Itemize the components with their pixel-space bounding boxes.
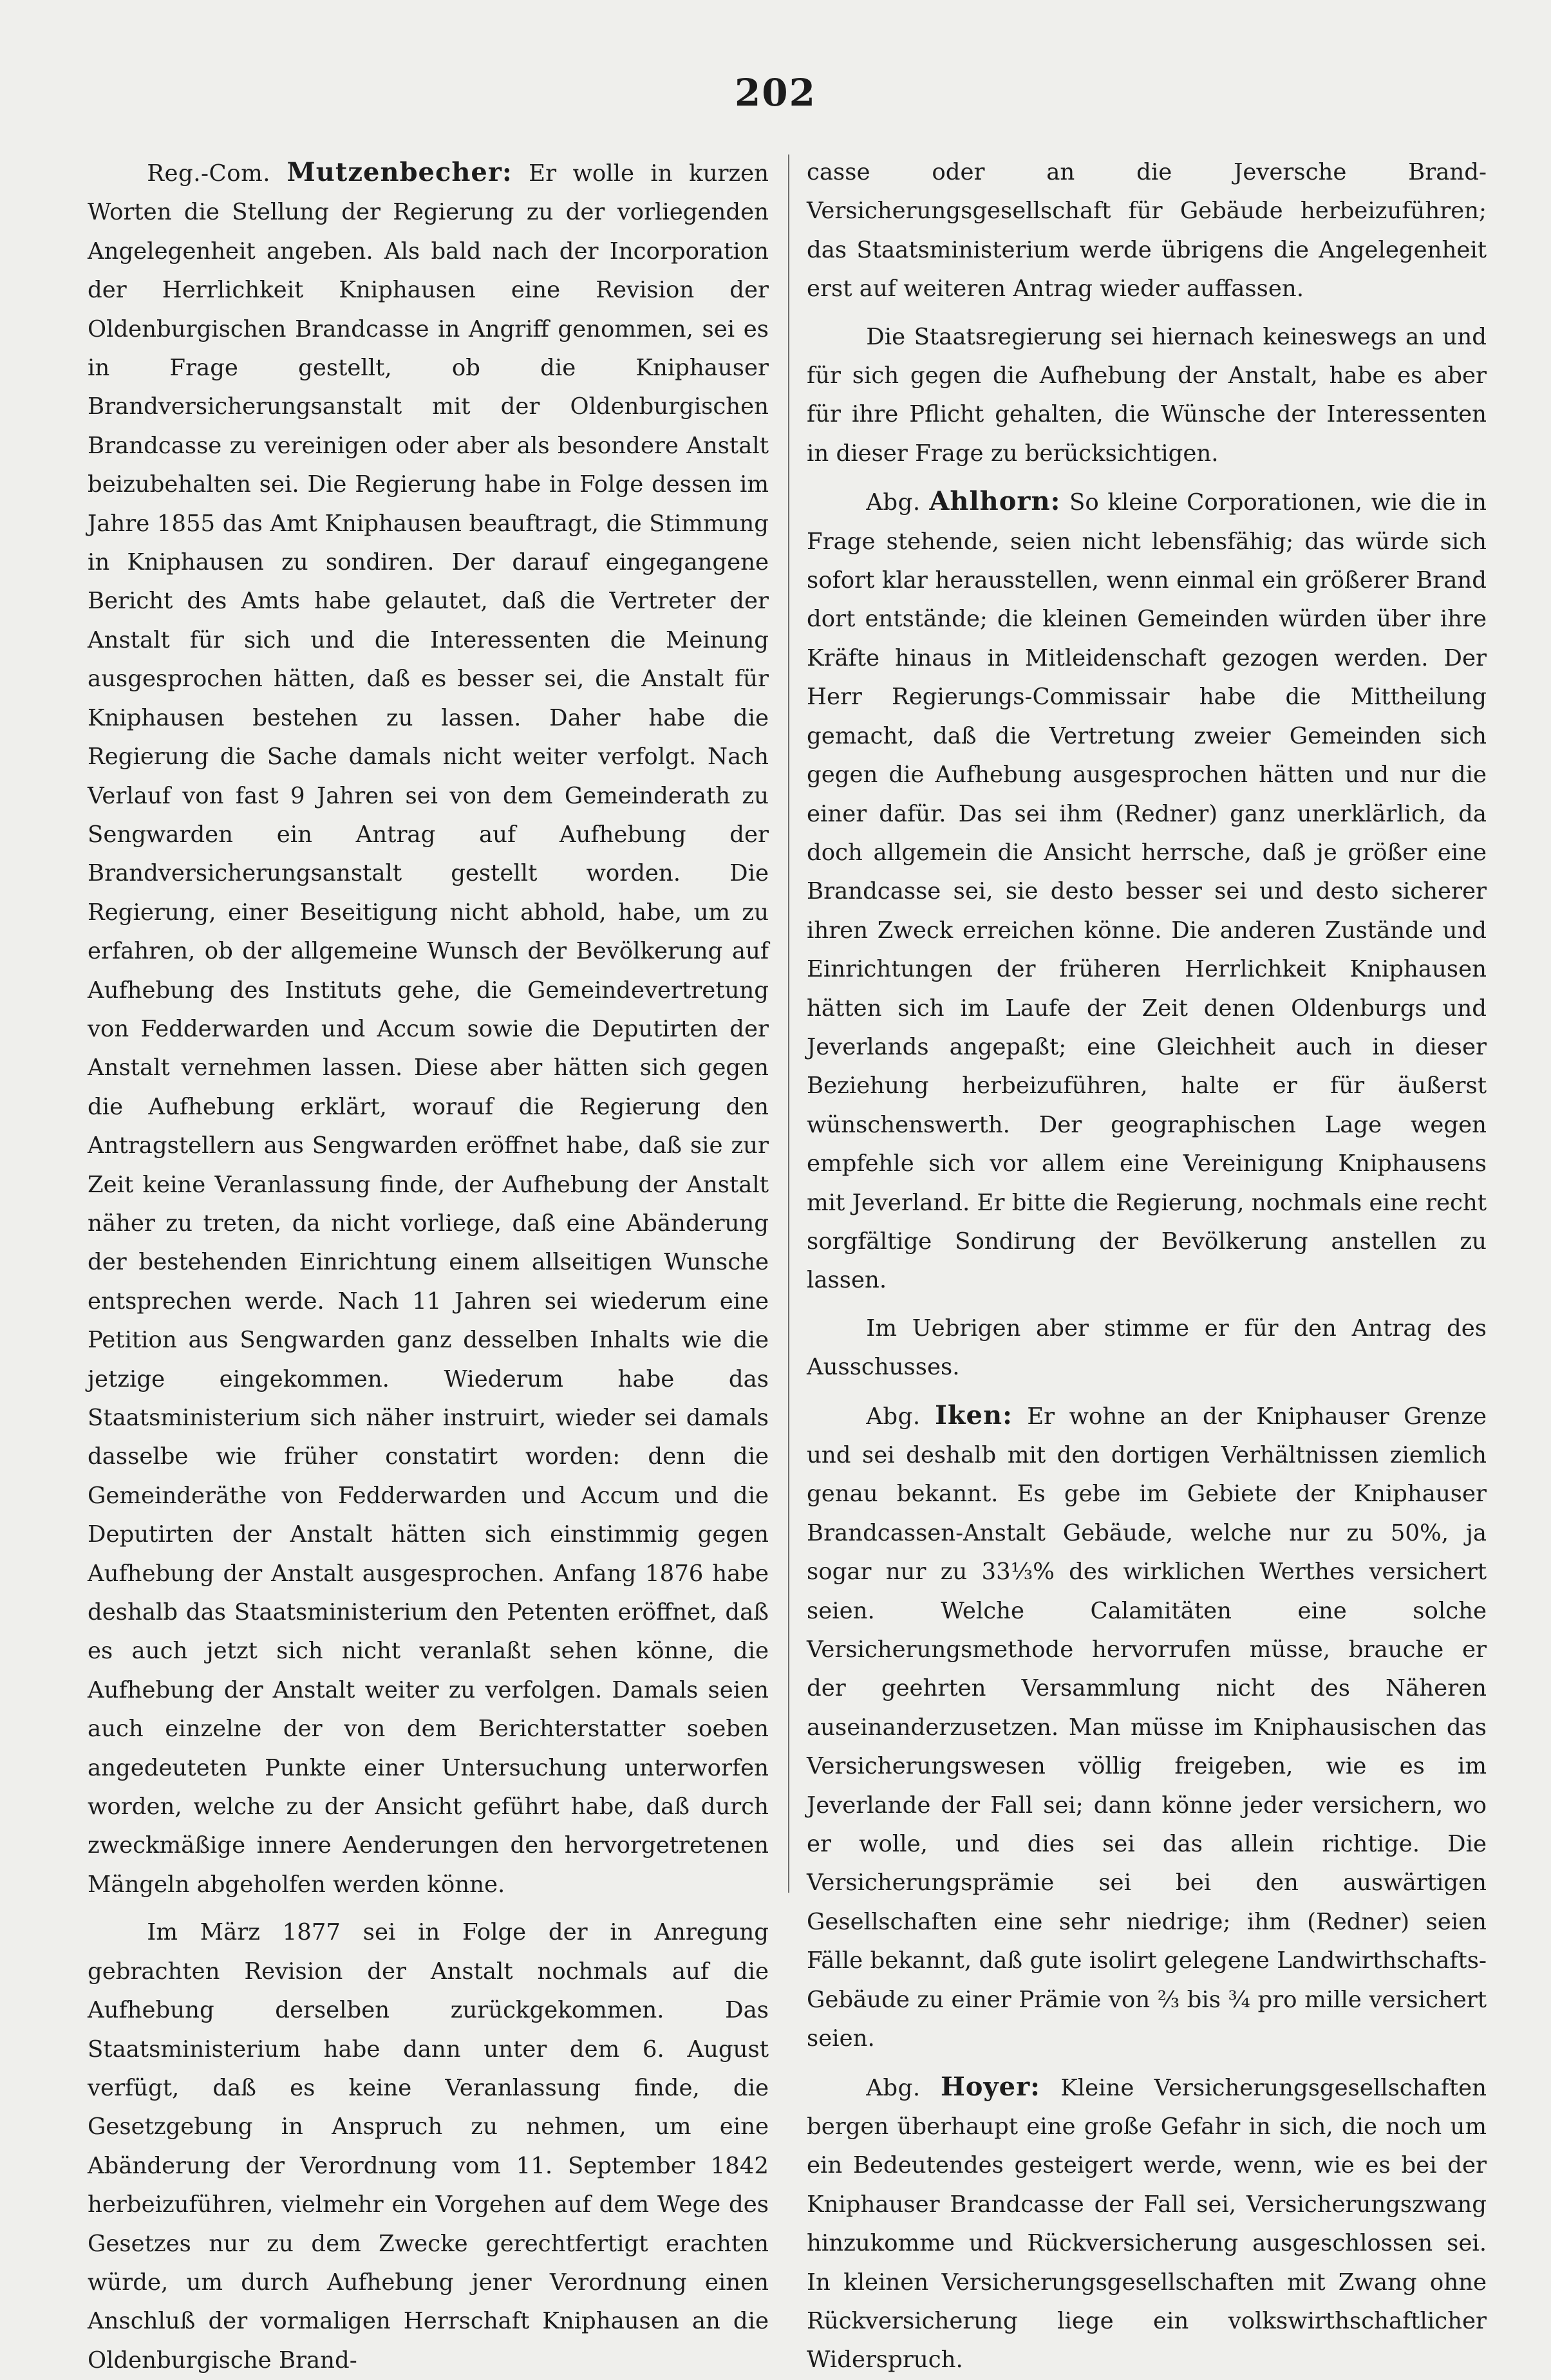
- paragraph: [807, 1396, 1487, 2059]
- paragraph-text: So kleine Corporationen, wie die in Frage stehende, seien nicht lebensfähig; das würde sich sofort klar herausstellen, wenn einmal ein größerer Brand dort entstände; die kleinen Gemeinden würden über ihre Kräfte hinaus in Mitleidenschaft gezogen werden. Der Herr Regierungs-Commissair habe die Mittheilung gemacht, daß die Vertretung zweier Gemeinden sich gegen die Aufhebung ausgesprochen hätten und nur die einer dafür. Das sei ihm (Redner) ganz unerklärlich, da doch allgemein die Ansicht herrsche, daß je größer eine Brandcasse sei, sie desto besser sei und desto sicherer ihren Zweck erreichen könne. Die anderen Zustände und Einrichtungen der früheren Herrlichkeit Kniphausen hätten sich im Laufe der Zeit denen Oldenburgs und Jeverlands angepaßt; eine Gleichheit auch in dieser Beziehung herbeizuführen, halte er für äußerst wünschenswerth. Der geographischen Lage wegen empfehle sich vor allem eine Vereinigung Kniphausens mit Jeverland. Er bitte die Regierung, nochmals eine recht sorgfältige Sondirung der Bevölkerung anstellen zu lassen.: [807, 489, 1487, 1294]
- left-column: [88, 153, 769, 2380]
- speaker-role: Reg.-Com.: [147, 160, 271, 187]
- speaker-role: Abg.: [866, 1403, 921, 1430]
- paragraph: [807, 1309, 1487, 1387]
- page-number: 202: [734, 71, 817, 115]
- paragraph: [88, 153, 769, 1904]
- speaker-name: Hoyer:: [940, 2071, 1040, 2102]
- paragraph-text: Die Staatsregierung sei hiernach keineswegs an und für sich gegen die Aufhebung der Anstalt, habe es aber für ihre Pflicht gehalten, die Wünsche der Interessenten in dieser Frage zu berücksichtigen.: [807, 323, 1487, 467]
- speaker-name: Iken:: [935, 1400, 1013, 1430]
- paragraph: [807, 153, 1487, 309]
- paragraph: [807, 318, 1487, 474]
- paragraph-text: Im Uebrigen aber stimme er für den Antrag des Ausschusses.: [807, 1315, 1487, 1381]
- paragraph: [807, 482, 1487, 1300]
- paragraph-text: casse oder an die Jeversche Brand-Versicherungsgesellschaft für Gebäude herbeizuführen; das Staatsministerium werde übrigens die Angelegenheit erst auf weiteren Antrag wieder auffassen.: [807, 159, 1487, 303]
- paragraph-text: Kleine Versicherungsgesellschaften bergen überhaupt eine große Gefahr in sich, die noch um ein Bedeutendes gesteigert werde, wenn, wie es bei der Kniphauser Brandcasse der Fall sei, Versicherungszwang hinzukomme und Rückversicherung ausgeschlossen sei. In kleinen Versicherungsgesellschaften mit Zwang ohne Rückversicherung liege ein volkswirthschaftlicher Widerspruch.: [807, 2074, 1487, 2374]
- speaker-name: Mutzenbecher:: [287, 157, 512, 187]
- paragraph-text: Im März 1877 sei in Folge der in Anregung gebrachten Revision der Anstalt nochmals auf die Aufhebung derselben zurückgekommen. Das Staatsministerium habe dann unter dem 6. August verfügt, daß es keine Veranlassung finde, die Gesetzgebung in Anspruch zu nehmen, um eine Abänderung der Verordnung vom 11. September 1842 herbeizuführen, vielmehr ein Vorgehen auf dem Wege des Gesetzes nur zu dem Zwecke gerechtfertigt erachten würde, um durch Aufhebung jener Verordnung einen Anschluß der vormaligen Herrschaft Kniphausen an die Oldenburgische Brand-: [88, 1919, 769, 2374]
- paragraph-text: Er wohne an der Kniphauser Grenze und sei deshalb mit den dortigen Verhältnissen ziemlich genau bekannt. Es gebe im Gebiete der Kniphauser Brandcassen-Anstalt Gebäude, welche nur zu 50%, ja sogar nur zu 33⅓% des wirklichen Werthes versichert seien. Welche Calamitäten eine solche Versicherungsmethode hervorrufen müsse, brauche er der geehrten Versammlung nicht des Näheren auseinanderzusetzen. Man müsse im Kniphausischen das Versicherungswesen völlig freigeben, wie es im Jeverlande der Fall sei; dann könne jeder versichern, wo er wolle, und dies sei das allein richtige. Die Versicherungsprämie sei bei den auswärtigen Gesellschaften eine sehr niedrige; ihm (Redner) seien Fälle bekannt, daß gute isolirt gelegene Landwirthschafts-Gebäude zu einer Prämie von ⅔ bis ¾ pro mille versichert seien.: [807, 1403, 1487, 2052]
- paragraph: [807, 2068, 1487, 2380]
- speaker-role: Abg.: [866, 489, 921, 516]
- speaker-name: Ahlhorn:: [929, 486, 1061, 517]
- speaker-role: Abg.: [866, 2074, 921, 2101]
- paragraph-text: Er wolle in kurzen Worten die Stellung der Regierung zu der vorliegenden Angelegenheit angeben. Als bald nach der Incorporation der Herrlichkeit Kniphausen eine Revision der Oldenburgischen Brandcasse in Angriff genommen, sei es in Frage gestellt, ob die Kniphauser Brandversicherungsanstalt mit der Oldenburgischen Brandcasse zu vereinigen oder aber als besondere Anstalt beizubehalten sei. Die Regierung habe in Folge dessen im Jahre 1855 das Amt Kniphausen beauftragt, die Stimmung in Kniphausen zu sondiren. Der darauf eingegangene Bericht des Amts habe gelautet, daß die Vertreter der Anstalt für sich und die Interessenten die Meinung ausgesprochen hätten, daß es besser sei, die Anstalt für Kniphausen bestehen zu lassen. Daher habe die Regierung die Sache damals nicht weiter verfolgt. Nach Verlauf von fast 9 Jahren sei von dem Gemeinderath zu Sengwarden ein Antrag auf Aufhebung der Brandversicherungsanstalt gestellt worden. Die Regierung, einer Beseitigung nicht abhold, habe, um zu erfahren, ob der allgemeine Wunsch der Bevölkerung auf Aufhebung des Instituts gehe, die Gemeindevertretung von Fedderwarden und Accum sowie die Deputirten der Anstalt vernehmen lassen. Diese aber hätten sich gegen die Aufhebung erklärt, worauf die Regierung den Antragstellern aus Sengwarden eröffnet habe, daß sie zur Zeit keine Veranlassung finde, der Aufhebung der Anstalt näher zu treten, da nicht vorliege, daß eine Abänderung der bestehenden Einrichtung einem allseitigen Wunsche entsprechen werde. Nach 11 Jahren sei wiederum eine Petition aus Sengwarden ganz desselben Inhalts wie die jetzige eingekommen. Wiederum habe das Staatsministerium sich näher instruirt, wieder sei damals dasselbe wie früher constatirt worden: denn die Gemeinderäthe von Fedderwarden und Accum und die Deputirten der Anstalt hätten sich einstimmig gegen Aufhebung der Anstalt ausgesprochen. Anfang 1876 habe deshalb das Staatsministerium den Petenten eröffnet, daß es auch jetzt sich nicht veranlaßt sehen könne, die Aufhebung der Anstalt weiter zu verfolgen. Damals seien auch einzelne der von dem Berichterstatter soeben angedeuteten Punkte einer Untersuchung unterworfen worden, welche zu der Ansicht geführt habe, daß durch zweckmäßige innere Aenderungen den hervorgetretenen Mängeln abgeholfen werden könne.: [88, 160, 769, 1898]
- right-column: [807, 153, 1487, 2380]
- column-divider: [788, 155, 789, 1893]
- paragraph: [88, 1913, 769, 2380]
